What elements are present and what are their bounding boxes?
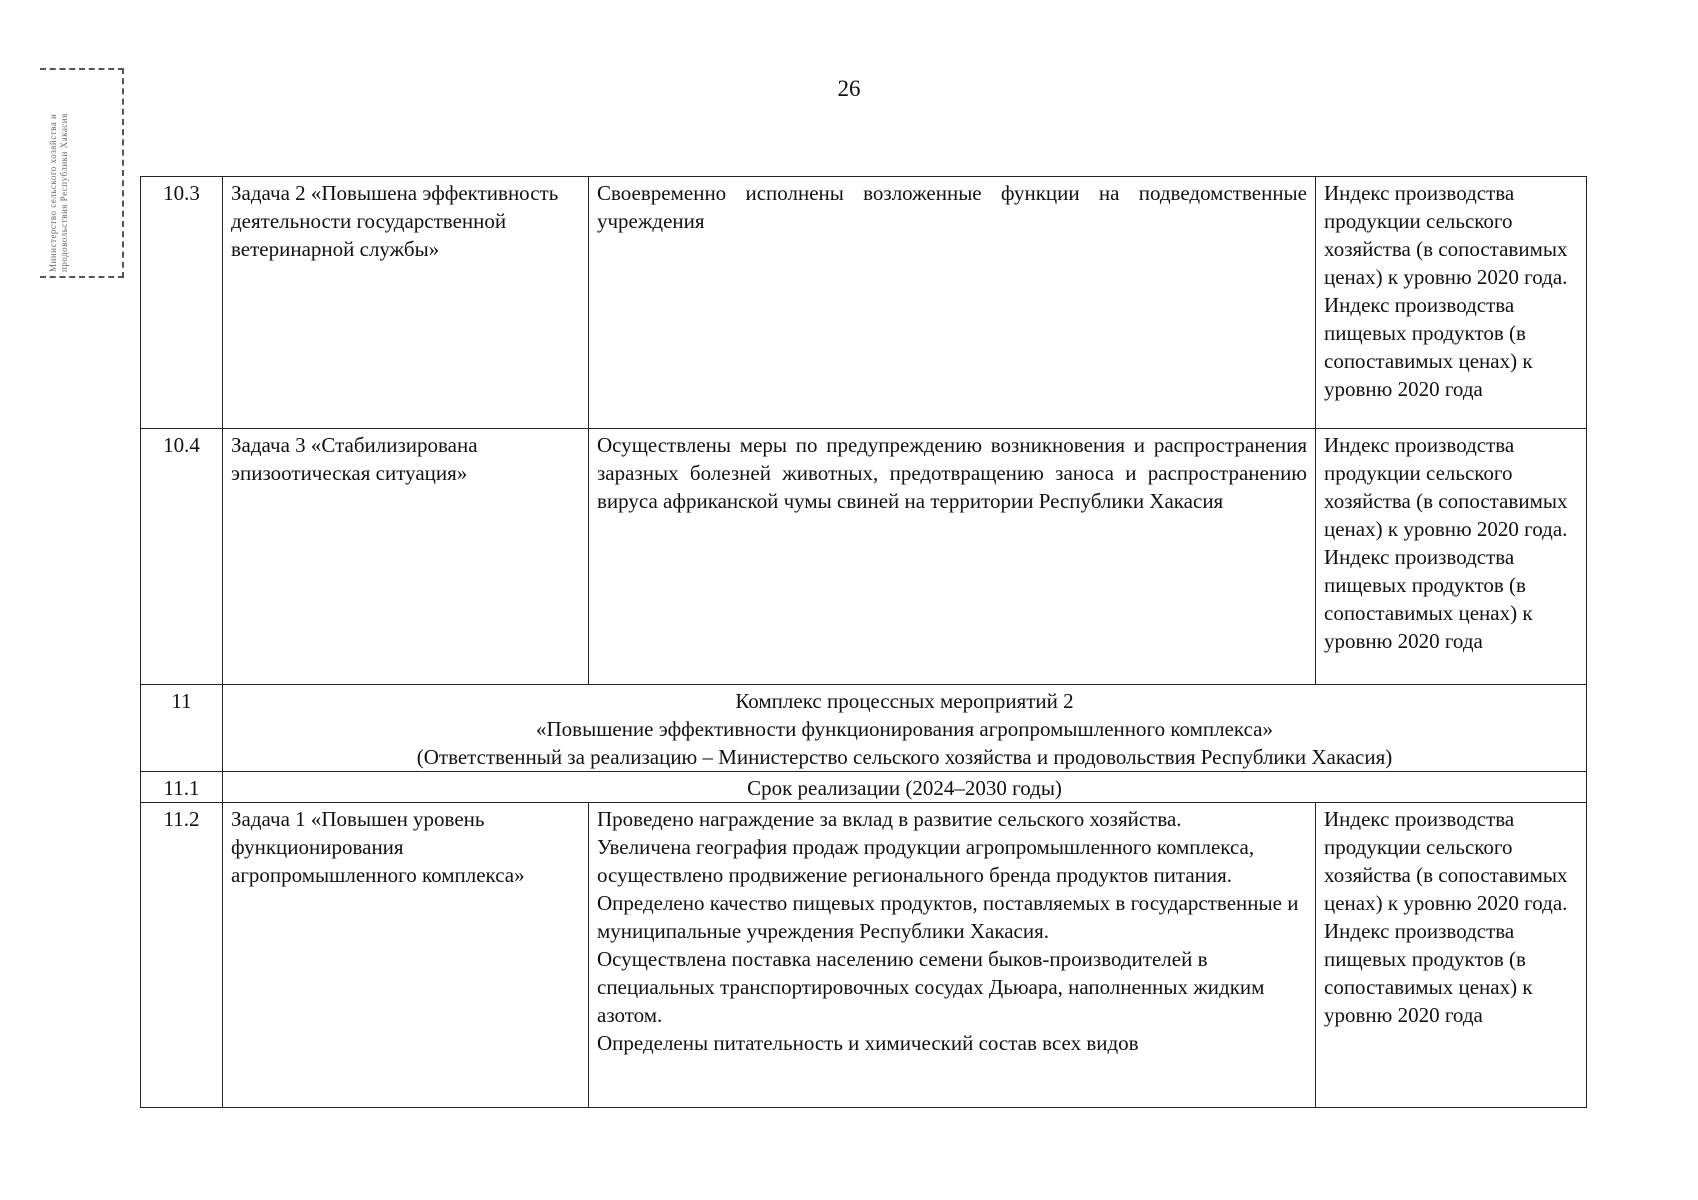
indicator-text: Индекс производства пищевых продуктов (в сопоставимых ценах) к уровню 2020 года: [1324, 293, 1533, 401]
table-row-10-4: [141, 429, 1587, 685]
indicator-text: Индекс производства продукции сельского хозяйства (в сопоставимых ценах) к уровню 2020 года.: [1324, 807, 1568, 915]
section-heading-line: (Ответственный за реализацию – Министерство сельского хозяйства и продовольствия Республики Хакасия): [416, 745, 1393, 769]
indicator-text: Индекс производства продукции сельского хозяйства (в сопоставимых ценах) к уровню 2020 года.: [1324, 433, 1568, 541]
period-cell: Срок реализации (2024–2030 годы): [223, 772, 1587, 803]
task-cell: Задача 1 «Повышен уровень функционирования агропромышленного комплекса»: [223, 803, 589, 1108]
result-text: Определено качество пищевых продуктов, поставляемых в государственные и муниципальные учреждения Республики Хакасия.: [597, 891, 1299, 943]
row-number: 11.2: [141, 803, 223, 1108]
result-text: Увеличена география продаж продукции агропромышленного комплекса, осуществлено продвижение регионального бренда продуктов питания.: [597, 835, 1255, 887]
stamp-text: Министерство сельского хозяйства и продовольствия Республики Хакасия: [48, 113, 69, 272]
result-text: Определены питательность и химический состав всех видов: [597, 1031, 1139, 1055]
table-row-11-1: [141, 772, 1587, 803]
indicator-cell: [1316, 177, 1587, 429]
measures-table: [140, 176, 1587, 1108]
row-number: 11.1: [141, 772, 223, 803]
task-cell: Задача 2 «Повышена эффективность деятельности государственной ветеринарной службы»: [223, 177, 589, 429]
row-number: 10.4: [141, 429, 223, 685]
result-text: Проведено награждение за вклад в развитие сельского хозяйства.: [597, 807, 1182, 831]
task-cell: Задача 3 «Стабилизирована эпизоотическая ситуация»: [223, 429, 589, 685]
table-row-11-2: [141, 803, 1587, 1108]
result-cell: [589, 803, 1316, 1108]
result-text: Осуществлена поставка населению семени быков-производителей в специальных транспортировочных сосудах Дьюара, наполненных жидким азотом.: [597, 947, 1265, 1027]
section-heading-line: Комплекс процессных мероприятий 2: [735, 689, 1074, 713]
row-number: 10.3: [141, 177, 223, 429]
table-row-11: [141, 685, 1587, 772]
section-heading-cell: [223, 685, 1587, 772]
indicator-cell: [1316, 429, 1587, 685]
indicator-text: Индекс производства пищевых продуктов (в сопоставимых ценах) к уровню 2020 года: [1324, 545, 1533, 653]
registration-stamp: [40, 68, 124, 278]
indicator-text: Индекс производства продукции сельского хозяйства (в сопоставимых ценах) к уровню 2020 года.: [1324, 181, 1568, 289]
row-number: 11: [141, 685, 223, 772]
page-number: 26: [837, 76, 861, 101]
table-row-10-3: [141, 177, 1587, 429]
indicator-text: Индекс производства пищевых продуктов (в сопоставимых ценах) к уровню 2020 года: [1324, 919, 1533, 1027]
section-heading-line: «Повышение эффективности функционирования агропромышленного комплекса»: [536, 717, 1273, 741]
result-cell: Своевременно исполнены возложенные функции на подведомственные учреждения: [589, 177, 1316, 429]
indicator-cell: [1316, 803, 1587, 1108]
result-cell: Осуществлены меры по предупреждению возникновения и распространения заразных болезней животных, предотвращению заноса и распространению вируса африканской чумы свиней на территории Республики Хакасия: [589, 429, 1316, 685]
